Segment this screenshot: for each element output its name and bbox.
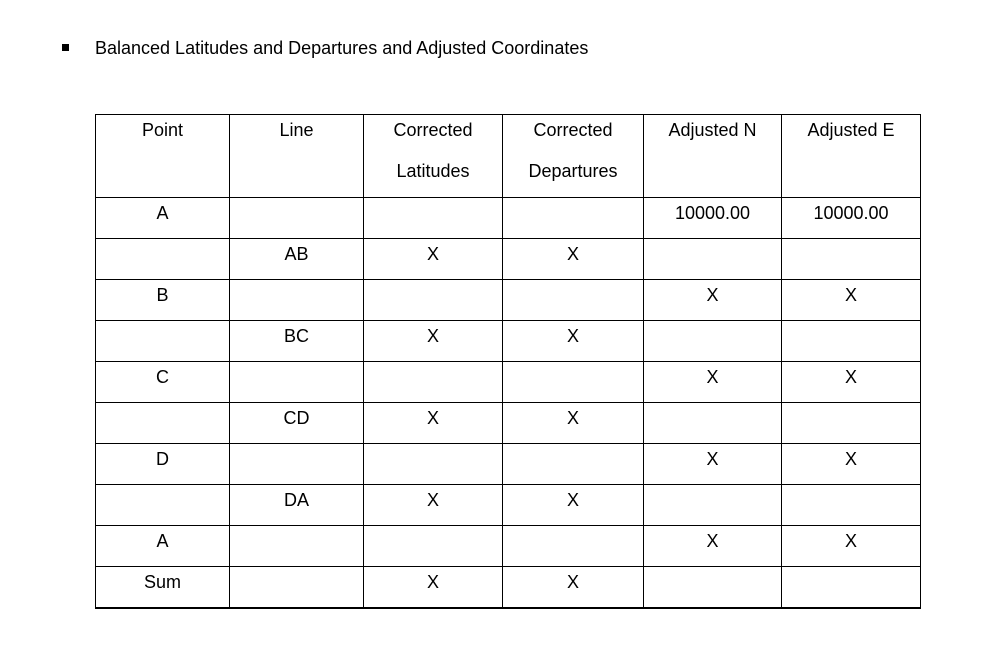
cell-adjusted-e: X xyxy=(782,444,921,485)
header-adjusted-e xyxy=(782,115,921,198)
cell-line: AB xyxy=(230,239,364,280)
cell-adjusted-n xyxy=(644,485,782,526)
cell-adjusted-e: X xyxy=(782,362,921,403)
cell-line: BC xyxy=(230,321,364,362)
cell-point: Sum xyxy=(96,567,230,609)
cell-corrected-latitude xyxy=(364,526,503,567)
cell-point: B xyxy=(96,280,230,321)
header-corrected-latitudes-line2: Latitudes xyxy=(396,161,470,181)
header-point xyxy=(96,115,230,198)
header-corrected-departures xyxy=(503,115,644,198)
cell-line xyxy=(230,198,364,239)
cell-corrected-latitude: X xyxy=(364,321,503,362)
cell-adjusted-e: X xyxy=(782,280,921,321)
cell-corrected-departure: X xyxy=(503,403,644,444)
cell-corrected-latitude: X xyxy=(364,239,503,280)
cell-adjusted-e xyxy=(782,239,921,280)
cell-corrected-latitude: X xyxy=(364,485,503,526)
header-adjusted-n-label: Adjusted N xyxy=(668,120,757,140)
header-corrected-latitudes xyxy=(364,115,503,198)
table-header-row xyxy=(96,115,921,198)
cell-line xyxy=(230,362,364,403)
cell-adjusted-n xyxy=(644,403,782,444)
coordinates-table xyxy=(95,114,921,609)
cell-line xyxy=(230,280,364,321)
table-row xyxy=(96,485,921,526)
table-row xyxy=(96,321,921,362)
table-row xyxy=(96,280,921,321)
table-row-sum xyxy=(96,567,921,609)
cell-point: C xyxy=(96,362,230,403)
table-row xyxy=(96,403,921,444)
cell-adjusted-n: X xyxy=(644,362,782,403)
cell-point xyxy=(96,403,230,444)
cell-line xyxy=(230,526,364,567)
cell-corrected-latitude: X xyxy=(364,403,503,444)
table-row xyxy=(96,444,921,485)
cell-adjusted-n: 10000.00 xyxy=(644,198,782,239)
cell-corrected-latitude xyxy=(364,362,503,403)
cell-corrected-latitude xyxy=(364,444,503,485)
cell-corrected-departure: X xyxy=(503,239,644,280)
cell-corrected-departure xyxy=(503,526,644,567)
cell-adjusted-n xyxy=(644,239,782,280)
section-heading: Balanced Latitudes and Departures and Adjusted Coordinates xyxy=(95,38,589,58)
cell-corrected-latitude: X xyxy=(364,567,503,609)
cell-adjusted-n: X xyxy=(644,444,782,485)
cell-adjusted-e xyxy=(782,485,921,526)
header-adjusted-n xyxy=(644,115,782,198)
cell-adjusted-e xyxy=(782,403,921,444)
cell-adjusted-e: X xyxy=(782,526,921,567)
square-bullet-icon xyxy=(62,44,69,51)
header-line-label: Line xyxy=(279,120,314,140)
cell-adjusted-n: X xyxy=(644,526,782,567)
table-row xyxy=(96,526,921,567)
cell-corrected-departure: X xyxy=(503,567,644,609)
cell-adjusted-e xyxy=(782,321,921,362)
cell-line xyxy=(230,567,364,609)
cell-adjusted-e: 10000.00 xyxy=(782,198,921,239)
cell-adjusted-n xyxy=(644,567,782,609)
cell-corrected-departure: X xyxy=(503,321,644,362)
cell-corrected-departure xyxy=(503,198,644,239)
cell-corrected-departure xyxy=(503,280,644,321)
cell-point: A xyxy=(96,198,230,239)
cell-line: DA xyxy=(230,485,364,526)
cell-corrected-departure: X xyxy=(503,485,644,526)
cell-point xyxy=(96,485,230,526)
cell-adjusted-e xyxy=(782,567,921,609)
cell-line: CD xyxy=(230,403,364,444)
cell-point xyxy=(96,239,230,280)
cell-corrected-departure xyxy=(503,362,644,403)
header-line xyxy=(230,115,364,198)
cell-point: D xyxy=(96,444,230,485)
cell-corrected-latitude xyxy=(364,198,503,239)
table-row xyxy=(96,198,921,239)
table-row xyxy=(96,362,921,403)
header-corrected-departures-line1: Corrected xyxy=(533,120,613,140)
cell-corrected-latitude xyxy=(364,280,503,321)
header-corrected-departures-line2: Departures xyxy=(528,161,618,181)
cell-adjusted-n: X xyxy=(644,280,782,321)
header-point-label: Point xyxy=(141,120,184,140)
cell-line xyxy=(230,444,364,485)
cell-point: A xyxy=(96,526,230,567)
cell-point xyxy=(96,321,230,362)
cell-corrected-departure xyxy=(503,444,644,485)
table-row xyxy=(96,239,921,280)
header-adjusted-e-label: Adjusted E xyxy=(807,120,895,140)
cell-adjusted-n xyxy=(644,321,782,362)
header-corrected-latitudes-line1: Corrected xyxy=(393,120,473,140)
